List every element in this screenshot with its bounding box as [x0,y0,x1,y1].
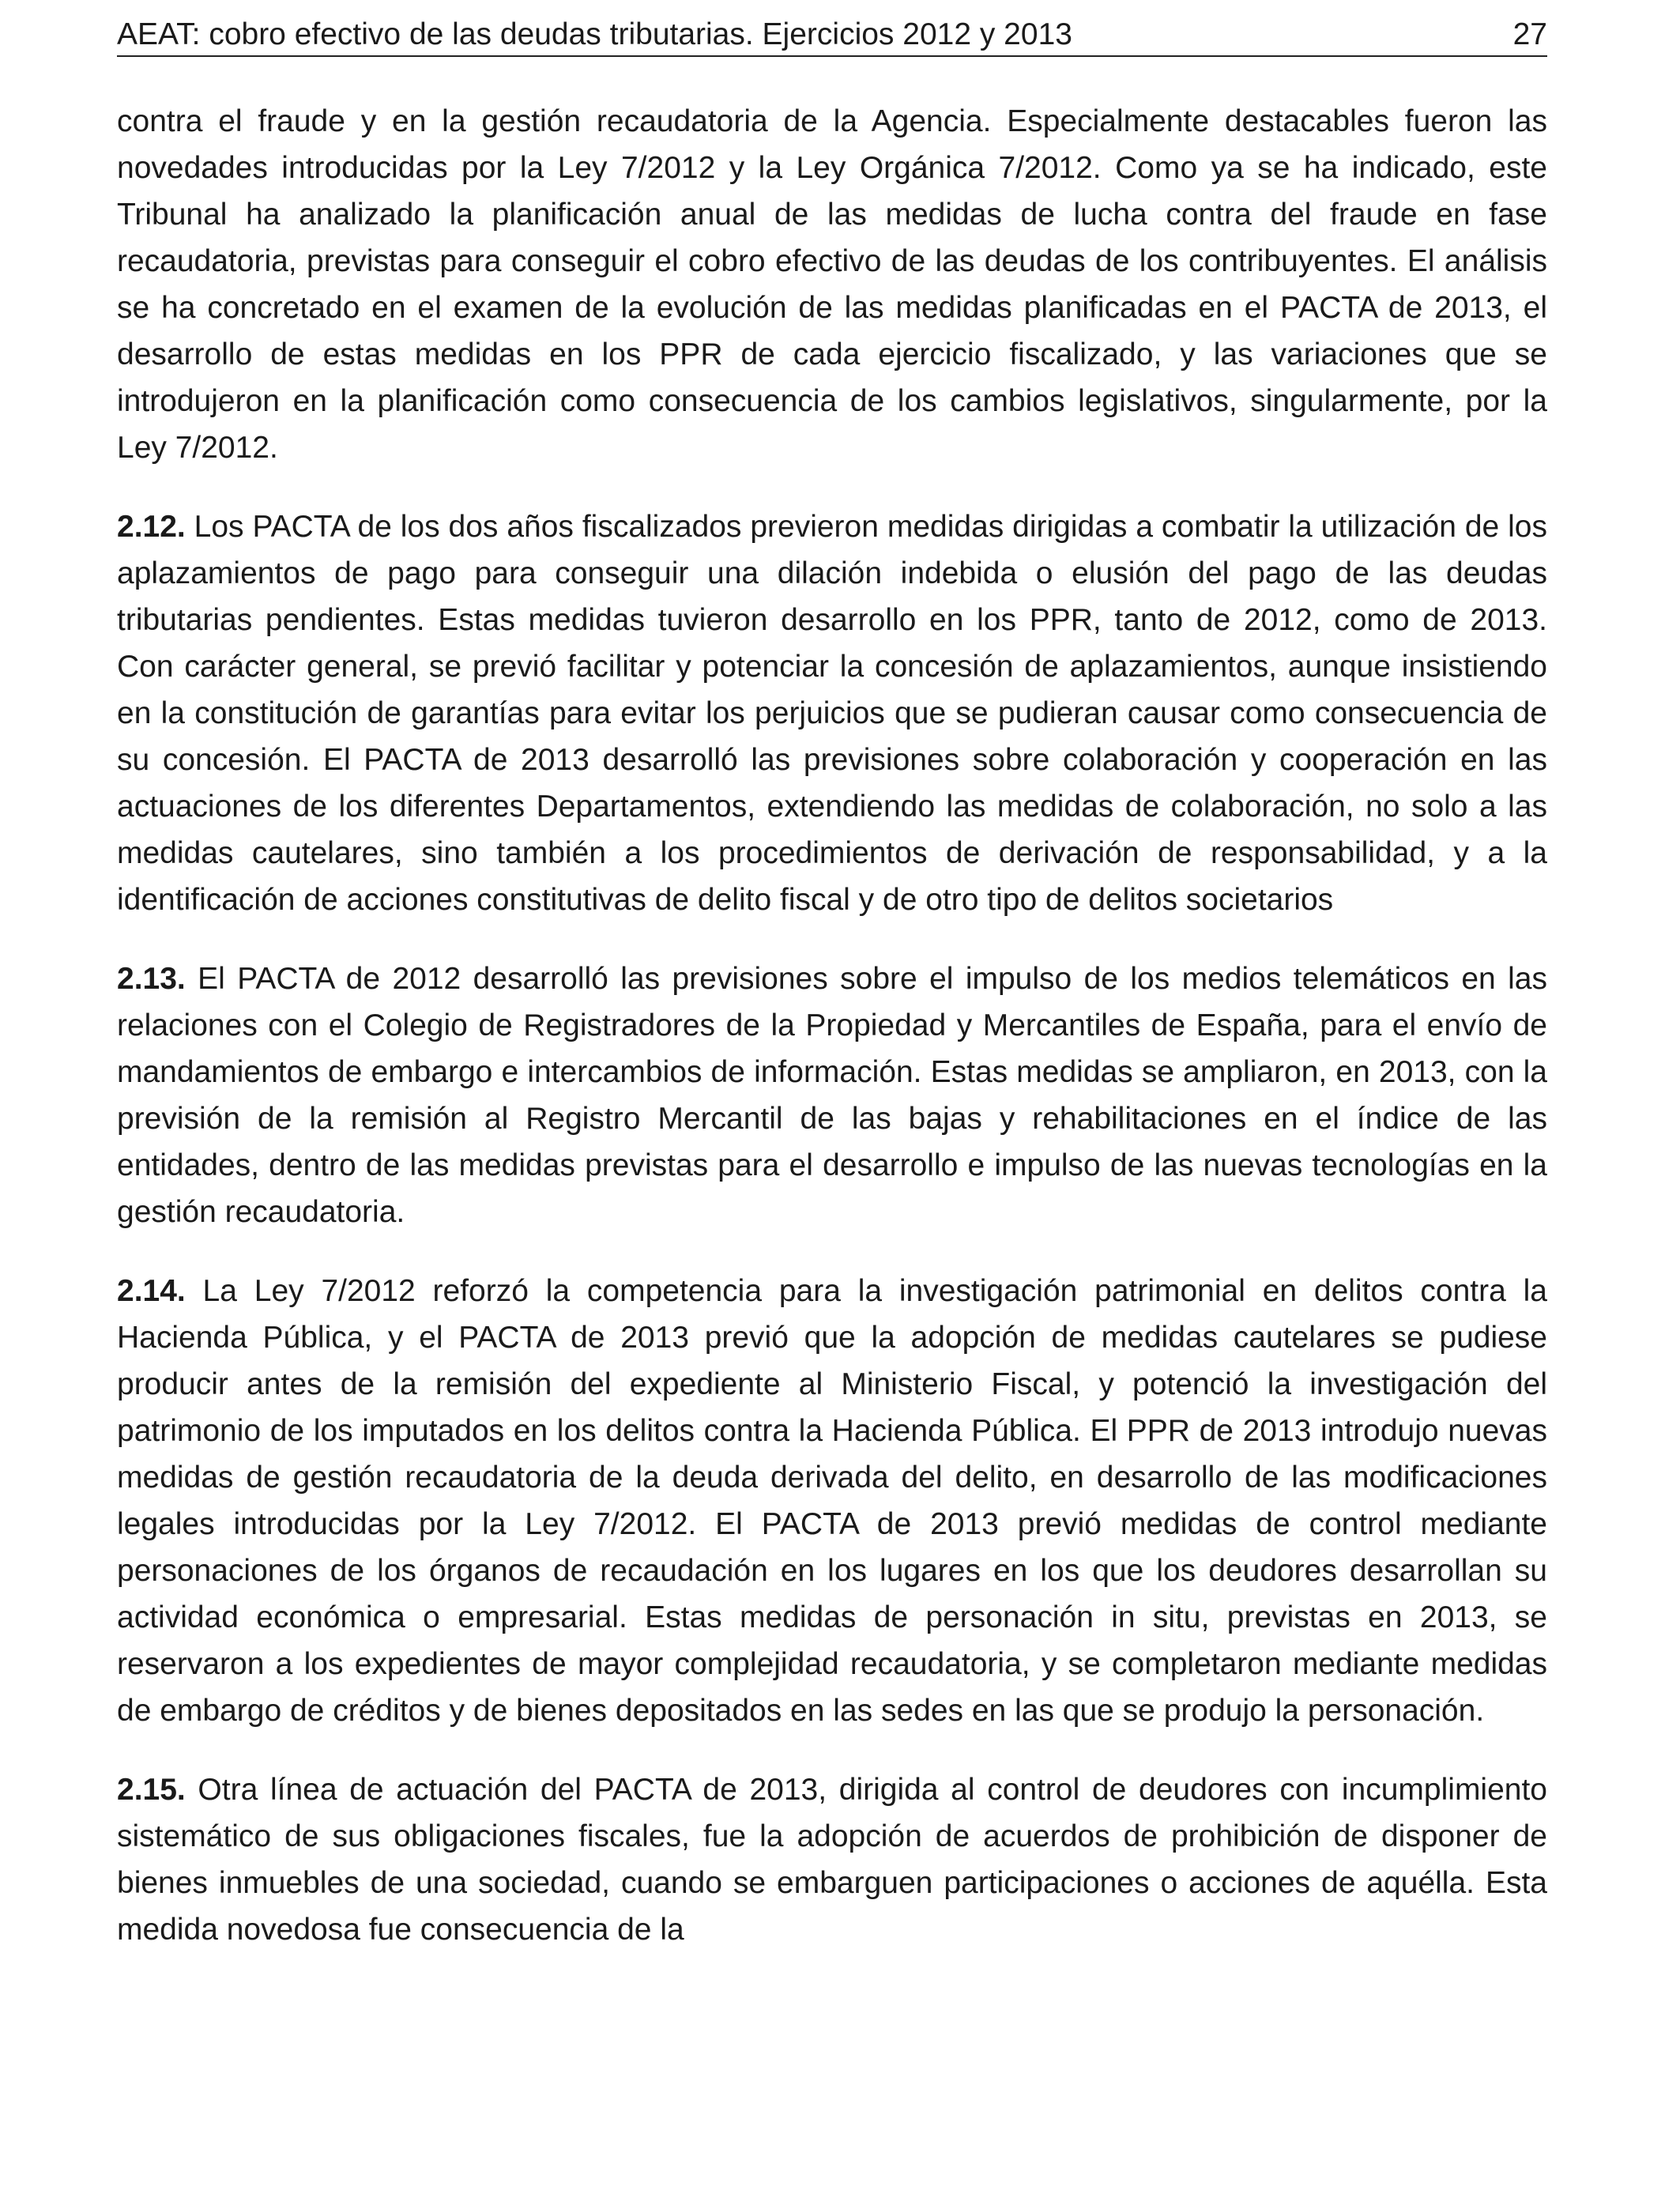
header-title: AEAT: cobro efectivo de las deudas tributarias. Ejercicios 2012 y 2013 [117,17,1072,51]
paragraph-text: La Ley 7/2012 reforzó la competencia para la investigación patrimonial en delitos contra la Hacienda Pública, y el PACTA de 2013 previó que la adopción de medidas cautelares se pudiese producir antes de la remisión del expediente al Ministerio Fiscal, y potenció la investigación del patrimonio de los imputados en los delitos contra la Hacienda Pública. El PPR de 2013 introdujo nuevas medidas de gestión recaudatoria de la deuda derivada del delito, en desarrollo de las modificaciones legales introducidas por la Ley 7/2012. El PACTA de 2013 previó medidas de control mediante personaciones de los órganos de recaudación en los lugares en los que los deudores desarrollan su actividad económica o empresarial. Estas medidas de personación in situ, previstas en 2013, se reservaron a los expedientes de mayor complejidad recaudatoria, y se completaron mediante medidas de embargo de créditos y de bienes depositados en las sedes en las que se produjo la personación. [117,1274,1547,1728]
paragraph-number: 2.15. [117,1773,186,1807]
paragraph-number: 2.13. [117,962,186,996]
paragraph-2-15 [117,1766,1547,1953]
paragraph-continuation [117,98,1547,471]
paragraph-number: 2.12. [117,510,186,544]
paragraph-text: Los PACTA de los dos años fiscalizados previeron medidas dirigidas a combatir la utilización de los aplazamientos de pago para conseguir una dilación indebida o elusión del pago de las deudas tributarias pendientes. Estas medidas tuvieron desarrollo en los PPR, tanto de 2012, como de 2013. Con carácter general, se previó facilitar y potenciar la concesión de aplazamientos, aunque insistiendo en la constitución de garantías para evitar los perjuicios que se pudieran causar como consecuencia de su concesión. El PACTA de 2013 desarrolló las previsiones sobre colaboración y cooperación en las actuaciones de los diferentes Departamentos, extendiendo las medidas de colaboración, no solo a las medidas cautelares, sino también a los procedimientos de derivación de responsabilidad, y a la identificación de acciones constitutivas de delito fiscal y de otro tipo de delitos societarios [117,510,1547,917]
document-body [117,98,1547,1985]
paragraph-text: El PACTA de 2012 desarrolló las previsiones sobre el impulso de los medios telemáticos en las relaciones con el Colegio de Registradores de la Propiedad y Mercantiles de España, para el envío de mandamientos de embargo e intercambios de información. Estas medidas se ampliaron, en 2013, con la previsión de la remisión al Registro Mercantil de las bajas y rehabilitaciones en el índice de las entidades, dentro de las medidas previstas para el desarrollo e impulso de las nuevas tecnologías en la gestión recaudatoria. [117,962,1547,1229]
page-number: 27 [1512,17,1547,51]
paragraph-2-14 [117,1268,1547,1734]
running-header [117,14,1547,57]
paragraph-2-12 [117,503,1547,923]
paragraph-text: contra el fraude y en la gestión recaudatoria de la Agencia. Especialmente destacables fueron las novedades introducidas por la Ley 7/2012 y la Ley Orgánica 7/2012. Como ya se ha indicado, este Tribunal ha analizado la planificación anual de las medidas de lucha contra del fraude en fase recaudatoria, previstas para conseguir el cobro efectivo de las deudas de los contribuyentes. El análisis se ha concretado en el examen de la evolución de las medidas planificadas en el PACTA de 2013, el desarrollo de estas medidas en los PPR de cada ejercicio fiscalizado, y las variaciones que se introdujeron en la planificación como consecuencia de los cambios legislativos, singularmente, por la Ley 7/2012. [117,104,1547,465]
paragraph-2-13 [117,956,1547,1235]
paragraph-text: Otra línea de actuación del PACTA de 2013, dirigida al control de deudores con incumplimiento sistemático de sus obligaciones fiscales, fue la adopción de acuerdos de prohibición de disponer de bienes inmuebles de una sociedad, cuando se embarguen participaciones o acciones de aquélla. Esta medida novedosa fue consecuencia de la [117,1773,1547,1947]
paragraph-number: 2.14. [117,1274,186,1308]
